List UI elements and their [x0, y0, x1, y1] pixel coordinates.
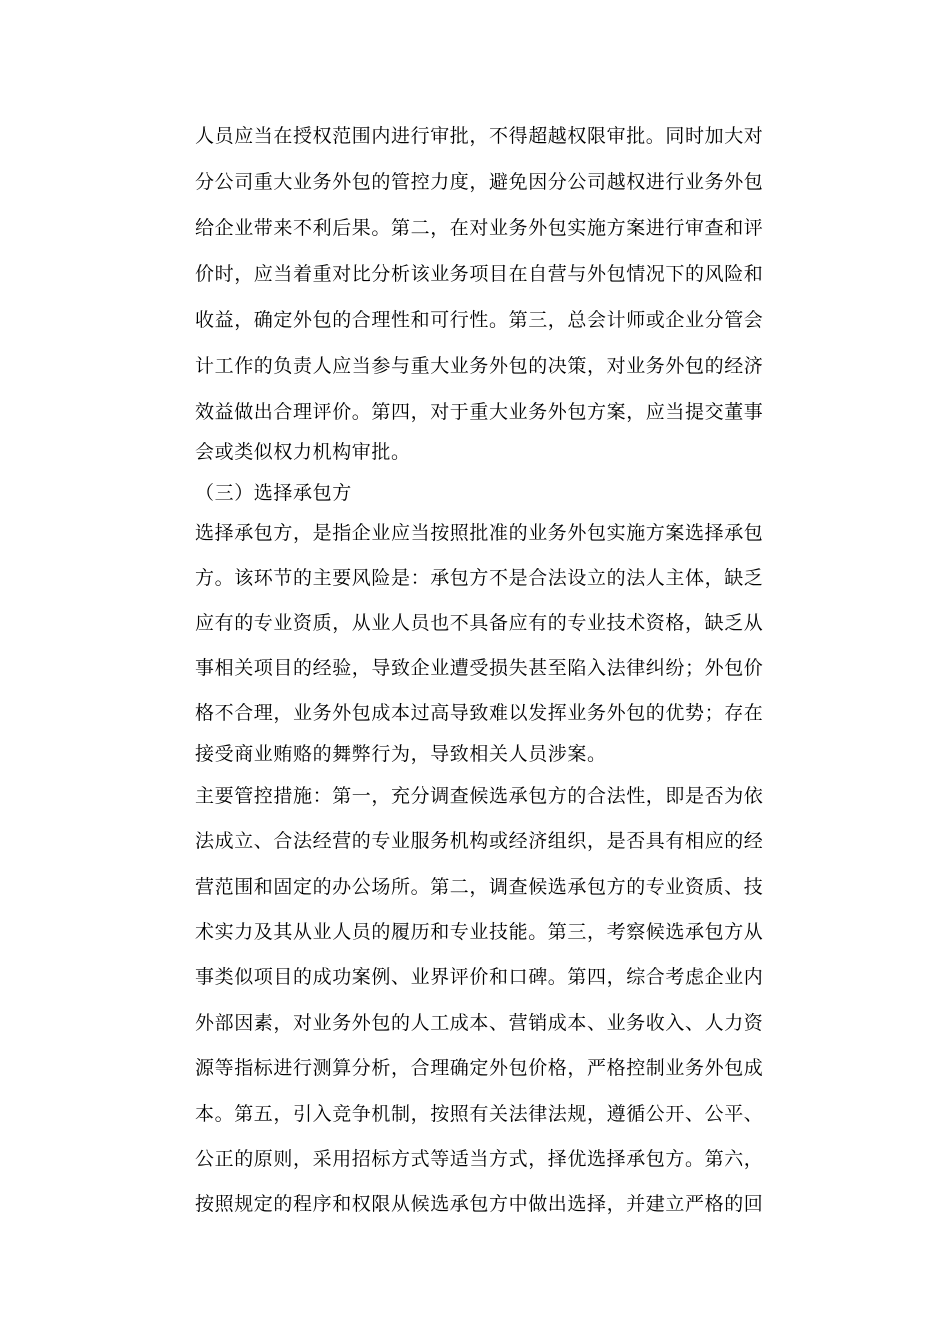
paragraph-line: 会或类似权力机构审批。	[195, 441, 411, 463]
paragraph-line: 按照规定的程序和权限从候选承包方中做出选择，并建立严格的回	[195, 1193, 764, 1215]
section-heading: （三）选择承包方	[195, 482, 352, 504]
paragraph-line: 接受商业贿赂的舞弊行为，导致相关人员涉案。	[195, 743, 607, 765]
paragraph-line: 计工作的负责人应当参与重大业务外包的决策，对业务外包的经济	[195, 355, 764, 377]
paragraph-line: 分公司重大业务外包的管控力度，避免因分公司越权进行业务外包	[195, 171, 764, 193]
paragraph-line: 主要管控措施：第一，充分调查候选承包方的合法性，即是否为依	[195, 785, 764, 807]
paragraph-line: 事类似项目的成功案例、业界评价和口碑。第四，综合考虑企业内	[195, 966, 764, 988]
paragraph-line: 源等指标进行测算分析，合理确定外包价格，严格控制业务外包成	[195, 1057, 764, 1079]
paragraph-line: 格不合理，业务外包成本过高导致难以发挥业务外包的优势；存在	[195, 702, 764, 724]
paragraph-line: 事相关项目的经验，导致企业遭受损失甚至陷入法律纠纷；外包价	[195, 657, 764, 679]
paragraph-line: 法成立、合法经营的专业服务机构或经济组织，是否具有相应的经	[195, 830, 764, 852]
paragraph-line: 外部因素，对业务外包的人工成本、营销成本、业务收入、人力资	[195, 1012, 764, 1034]
paragraph-line: 方。该环节的主要风险是：承包方不是合法设立的法人主体，缺乏	[195, 567, 764, 589]
paragraph-line: 选择承包方，是指企业应当按照批准的业务外包实施方案选择承包	[195, 522, 764, 544]
paragraph-line: 效益做出合理评价。第四，对于重大业务外包方案，应当提交董事	[195, 401, 764, 423]
paragraph-line: 人员应当在授权范围内进行审批，不得超越权限审批。同时加大对	[195, 125, 764, 147]
paragraph-line: 公正的原则，采用招标方式等适当方式，择优选择承包方。第六，	[195, 1148, 764, 1170]
paragraph-line: 术实力及其从业人员的履历和专业技能。第三，考察候选承包方从	[195, 921, 764, 943]
paragraph-line: 应有的专业资质，从业人员也不具备应有的专业技术资格，缺乏从	[195, 612, 764, 634]
paragraph-line: 价时，应当着重对比分析该业务项目在自营与外包情况下的风险和	[195, 263, 764, 285]
paragraph-line: 给企业带来不利后果。第二，在对业务外包实施方案进行审查和评	[195, 217, 764, 239]
paragraph-line: 营范围和固定的办公场所。第二，调查候选承包方的专业资质、技	[195, 876, 764, 898]
paragraph-line: 收益，确定外包的合理性和可行性。第三，总会计师或企业分管会	[195, 309, 764, 331]
paragraph-line: 本。第五，引入竞争机制，按照有关法律法规，遵循公开、公平、	[195, 1103, 764, 1125]
